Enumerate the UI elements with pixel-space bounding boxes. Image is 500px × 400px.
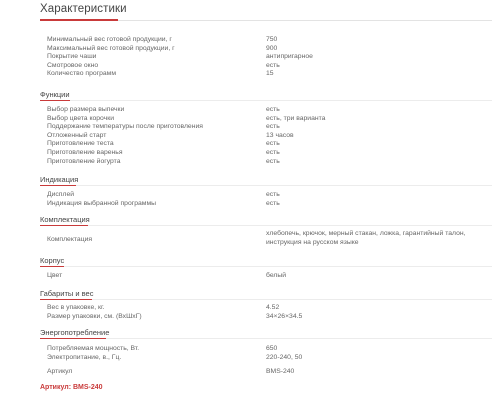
spec-value: 220-240, 50	[266, 353, 303, 361]
spec-value: есть, три варианта	[266, 114, 326, 122]
section-title: Функции	[40, 90, 70, 99]
spec-label: Комплектация	[47, 236, 93, 243]
spec-value: 900	[266, 44, 278, 52]
section-underline	[40, 338, 106, 340]
spec-label: Индикация выбранной программы	[47, 199, 156, 207]
spec-value: 34×26×34.5	[266, 312, 303, 320]
spec-label: Электропитание, в., Гц.	[47, 353, 122, 361]
spec-label: Цвет	[47, 272, 63, 279]
spec-label: Дисплей	[47, 191, 75, 198]
spec-value: есть	[266, 106, 280, 113]
section-dimensions	[40, 285, 492, 325]
spec-value: белый	[266, 272, 287, 279]
section-indication	[40, 170, 492, 210]
section-divider	[40, 100, 492, 101]
spec-label: Приготовление йогурта	[47, 157, 121, 165]
section-underline	[40, 225, 88, 227]
title-underline	[40, 19, 118, 21]
section-title: Габариты и вес	[40, 289, 94, 298]
page-title: Характеристики	[40, 3, 127, 15]
spec-value: 13 часов	[266, 131, 294, 139]
spec-label: Потребляемая мощность, Вт.	[47, 345, 140, 352]
section-power	[40, 325, 492, 380]
section-title: Комплектация	[40, 215, 90, 224]
article-number: Артикул: BMS-240	[40, 384, 103, 391]
section-general	[40, 36, 492, 86]
spec-value: 750	[266, 36, 278, 43]
spec-label: Приготовление варенья	[47, 149, 123, 156]
spec-label: Вес в упаковке, кг.	[47, 304, 105, 311]
spec-label: Размер упаковки, см. (ВхШхГ)	[47, 312, 142, 320]
spec-value: есть	[266, 199, 280, 207]
spec-label: Приготовление теста	[47, 140, 114, 148]
spec-value: антипригарное	[266, 53, 313, 61]
section-divider	[40, 225, 492, 226]
spec-value: есть	[266, 149, 280, 156]
spec-label: Выбор размера выпечки	[47, 106, 125, 113]
section-title: Индикация	[40, 175, 79, 184]
spec-value: есть	[266, 140, 280, 148]
section-functions	[40, 86, 492, 170]
spec-value: есть	[266, 61, 280, 69]
section-underline	[40, 299, 92, 301]
section-underline	[40, 185, 76, 187]
spec-label: Выбор цвета корочки	[47, 114, 114, 122]
spec-label: Поддержание температуры после приготовления	[47, 123, 203, 131]
spec-label: Максимальный вес готовой продукции, г	[47, 44, 175, 52]
spec-label: Артикул	[47, 368, 73, 375]
spec-label: Покрытие чаши	[47, 53, 97, 61]
section-title: Энергопотребление	[40, 328, 110, 337]
section-underline	[40, 100, 70, 102]
spec-label: Количество программ	[47, 70, 117, 78]
section-body	[40, 253, 492, 283]
section-divider	[40, 338, 492, 339]
section-divider	[40, 185, 492, 186]
spec-value: 650	[266, 345, 278, 352]
spec-label: Отложенный старт	[47, 131, 107, 139]
section-divider	[40, 266, 492, 267]
spec-label: Смотровое окно	[47, 61, 99, 69]
spec-value: 4.52	[266, 304, 280, 311]
spec-value: хлебопечь, крючок, мерный стакан, ложка, гарантийный талон, инструкция на русском языке	[266, 230, 466, 246]
section-underline	[40, 266, 64, 268]
section-title: Корпус	[40, 256, 65, 265]
spec-value: есть	[266, 123, 280, 131]
section-divider	[40, 299, 492, 300]
spec-value: 15	[266, 70, 274, 78]
spec-value: есть	[266, 157, 280, 165]
spec-label: Минимальный вес готовой продукции, г	[47, 36, 172, 43]
section-package	[40, 211, 492, 253]
spec-value: BMS-240	[266, 368, 295, 375]
spec-value: есть	[266, 191, 280, 198]
